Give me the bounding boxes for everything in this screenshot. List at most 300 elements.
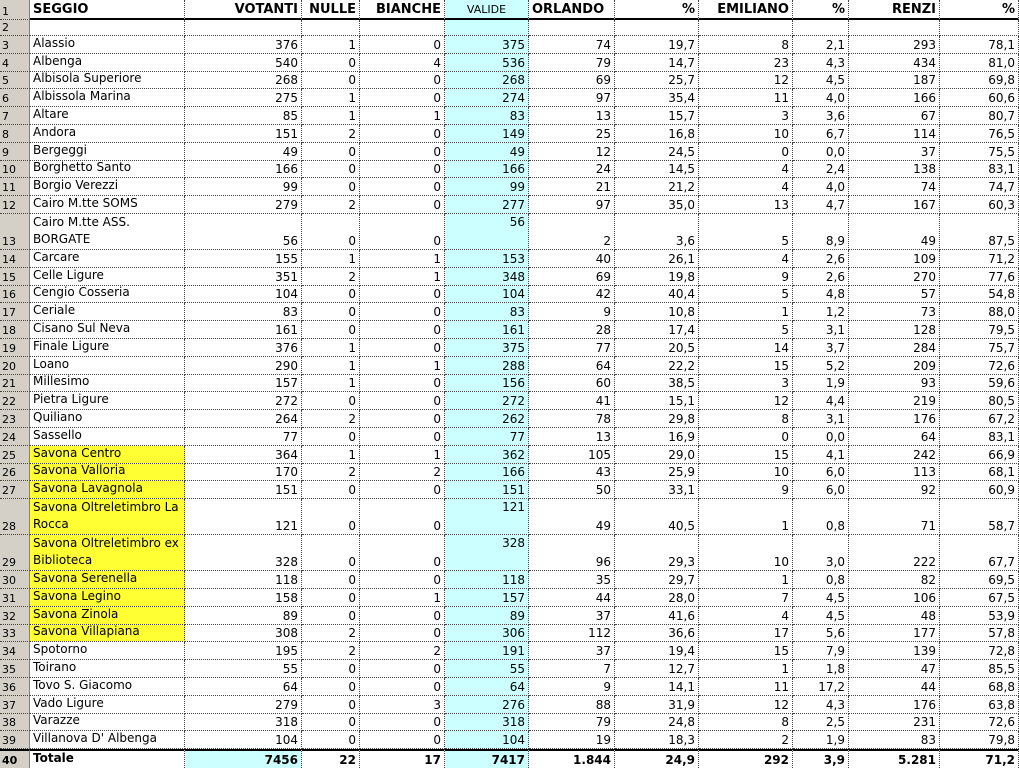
cell-orlando-pct[interactable]: 3,6 bbox=[615, 214, 699, 250]
cell-seggio[interactable]: Tovo S. Giacomo bbox=[30, 678, 185, 696]
cell-votanti[interactable]: 264 bbox=[185, 410, 302, 428]
cell-valide[interactable]: 288 bbox=[445, 357, 529, 375]
cell-renzi-pct[interactable]: 63,8 bbox=[940, 696, 1019, 714]
cell-renzi[interactable]: 270 bbox=[849, 268, 940, 286]
column-header-orlando-pct[interactable]: % bbox=[615, 0, 699, 20]
cell-votanti[interactable]: 268 bbox=[185, 72, 302, 90]
row-number[interactable]: 35 bbox=[0, 660, 30, 678]
cell-bianche[interactable]: 1 bbox=[360, 107, 445, 125]
cell-emiliano-pct[interactable]: 6,7 bbox=[793, 125, 849, 143]
cell-emiliano[interactable]: 1 bbox=[699, 499, 793, 535]
cell-votanti[interactable]: 328 bbox=[185, 535, 302, 571]
cell-bianche[interactable]: 4 bbox=[360, 54, 445, 72]
cell-nulle[interactable]: 0 bbox=[302, 286, 360, 304]
cell-nulle[interactable]: 0 bbox=[302, 392, 360, 410]
cell-emiliano-pct[interactable]: 0,0 bbox=[793, 143, 849, 161]
cell-emiliano[interactable]: 11 bbox=[699, 89, 793, 107]
cell-bianche[interactable]: 0 bbox=[360, 214, 445, 250]
cell-renzi-pct[interactable]: 60,3 bbox=[940, 196, 1019, 214]
cell-seggio[interactable]: Savona Zinola bbox=[30, 607, 185, 625]
cell-orlando-pct[interactable]: 35,4 bbox=[615, 89, 699, 107]
row-number[interactable]: 36 bbox=[0, 678, 30, 696]
cell-votanti[interactable]: 151 bbox=[185, 125, 302, 143]
cell-emiliano-pct[interactable]: 3,7 bbox=[793, 339, 849, 357]
cell-emiliano-pct[interactable]: 4,0 bbox=[793, 89, 849, 107]
cell-valide[interactable]: 83 bbox=[445, 303, 529, 321]
cell-valide[interactable]: 89 bbox=[445, 607, 529, 625]
row-number[interactable]: 39 bbox=[0, 731, 30, 749]
cell-votanti[interactable]: 275 bbox=[185, 89, 302, 107]
cell-valide[interactable]: 276 bbox=[445, 696, 529, 714]
cell-valide[interactable]: 49 bbox=[445, 143, 529, 161]
cell-renzi-pct[interactable]: 80,7 bbox=[940, 107, 1019, 125]
cell-votanti[interactable]: 308 bbox=[185, 625, 302, 643]
cell-nulle[interactable]: 1 bbox=[302, 89, 360, 107]
cell-nulle[interactable]: 0 bbox=[302, 607, 360, 625]
cell-nulle[interactable]: 0 bbox=[302, 678, 360, 696]
cell-orlando[interactable]: 69 bbox=[529, 72, 615, 90]
cell-valide[interactable]: 268 bbox=[445, 72, 529, 90]
empty-cell[interactable] bbox=[699, 20, 793, 36]
column-header-valide[interactable]: VALIDE bbox=[445, 0, 529, 20]
row-number[interactable]: 22 bbox=[0, 392, 30, 410]
cell-orlando-pct[interactable]: 31,9 bbox=[615, 696, 699, 714]
empty-cell[interactable] bbox=[849, 20, 940, 36]
cell-renzi-pct[interactable]: 67,2 bbox=[940, 410, 1019, 428]
cell-emiliano-pct[interactable]: 6,0 bbox=[793, 481, 849, 499]
cell-renzi[interactable]: 49 bbox=[849, 214, 940, 250]
cell-renzi[interactable]: 139 bbox=[849, 642, 940, 660]
cell-emiliano[interactable]: 3 bbox=[699, 375, 793, 393]
cell-bianche[interactable]: 0 bbox=[360, 499, 445, 535]
total-nulle[interactable]: 22 bbox=[302, 749, 360, 768]
cell-orlando[interactable]: 88 bbox=[529, 696, 615, 714]
cell-orlando[interactable]: 9 bbox=[529, 303, 615, 321]
cell-nulle[interactable]: 0 bbox=[302, 161, 360, 179]
cell-valide[interactable]: 166 bbox=[445, 161, 529, 179]
cell-renzi-pct[interactable]: 78,1 bbox=[940, 36, 1019, 54]
cell-valide[interactable]: 56 bbox=[445, 214, 529, 250]
cell-valide[interactable]: 166 bbox=[445, 464, 529, 482]
cell-votanti[interactable]: 290 bbox=[185, 357, 302, 375]
cell-bianche[interactable]: 0 bbox=[360, 161, 445, 179]
cell-emiliano-pct[interactable]: 5,6 bbox=[793, 625, 849, 643]
cell-renzi[interactable]: 83 bbox=[849, 731, 940, 749]
cell-seggio[interactable]: Albissola Marina bbox=[30, 89, 185, 107]
cell-renzi-pct[interactable]: 68,1 bbox=[940, 464, 1019, 482]
cell-emiliano-pct[interactable]: 4,4 bbox=[793, 392, 849, 410]
cell-emiliano-pct[interactable]: 0,8 bbox=[793, 499, 849, 535]
cell-orlando-pct[interactable]: 38,5 bbox=[615, 375, 699, 393]
cell-orlando[interactable]: 24 bbox=[529, 161, 615, 179]
cell-votanti[interactable]: 55 bbox=[185, 660, 302, 678]
column-header-emiliano[interactable]: EMILIANO bbox=[699, 0, 793, 20]
cell-emiliano[interactable]: 14 bbox=[699, 339, 793, 357]
cell-valide[interactable]: 328 bbox=[445, 535, 529, 571]
cell-seggio[interactable]: Bergeggi bbox=[30, 143, 185, 161]
cell-orlando[interactable]: 12 bbox=[529, 143, 615, 161]
cell-valide[interactable]: 375 bbox=[445, 339, 529, 357]
cell-votanti[interactable]: 121 bbox=[185, 499, 302, 535]
cell-emiliano[interactable]: 9 bbox=[699, 481, 793, 499]
empty-cell[interactable] bbox=[940, 20, 1019, 36]
cell-emiliano[interactable]: 15 bbox=[699, 446, 793, 464]
cell-renzi[interactable]: 106 bbox=[849, 589, 940, 607]
cell-orlando[interactable]: 69 bbox=[529, 268, 615, 286]
cell-renzi-pct[interactable]: 66,9 bbox=[940, 446, 1019, 464]
cell-orlando[interactable]: 35 bbox=[529, 571, 615, 589]
cell-renzi[interactable]: 187 bbox=[849, 72, 940, 90]
cell-bianche[interactable]: 0 bbox=[360, 72, 445, 90]
cell-renzi[interactable]: 57 bbox=[849, 286, 940, 304]
cell-renzi[interactable]: 37 bbox=[849, 143, 940, 161]
cell-valide[interactable]: 118 bbox=[445, 571, 529, 589]
cell-renzi[interactable]: 71 bbox=[849, 499, 940, 535]
cell-seggio[interactable]: Savona Oltreletimbro ex Biblioteca bbox=[30, 535, 185, 571]
cell-emiliano[interactable]: 0 bbox=[699, 143, 793, 161]
cell-emiliano[interactable]: 7 bbox=[699, 589, 793, 607]
cell-orlando[interactable]: 25 bbox=[529, 125, 615, 143]
row-number[interactable]: 2 bbox=[0, 20, 30, 36]
cell-renzi-pct[interactable]: 67,5 bbox=[940, 589, 1019, 607]
cell-emiliano[interactable]: 5 bbox=[699, 214, 793, 250]
cell-emiliano[interactable]: 13 bbox=[699, 196, 793, 214]
cell-orlando-pct[interactable]: 33,1 bbox=[615, 481, 699, 499]
cell-nulle[interactable]: 1 bbox=[302, 250, 360, 268]
cell-votanti[interactable]: 166 bbox=[185, 161, 302, 179]
row-number[interactable]: 17 bbox=[0, 303, 30, 321]
cell-nulle[interactable]: 0 bbox=[302, 714, 360, 732]
cell-orlando-pct[interactable]: 14,5 bbox=[615, 161, 699, 179]
cell-orlando-pct[interactable]: 12,7 bbox=[615, 660, 699, 678]
row-number[interactable]: 18 bbox=[0, 321, 30, 339]
cell-renzi[interactable]: 73 bbox=[849, 303, 940, 321]
cell-orlando-pct[interactable]: 16,8 bbox=[615, 125, 699, 143]
cell-emiliano-pct[interactable]: 1,8 bbox=[793, 660, 849, 678]
cell-seggio[interactable]: Villanova D' Albenga bbox=[30, 731, 185, 749]
cell-bianche[interactable]: 0 bbox=[360, 143, 445, 161]
cell-valide[interactable]: 99 bbox=[445, 178, 529, 196]
cell-votanti[interactable]: 104 bbox=[185, 731, 302, 749]
cell-nulle[interactable]: 1 bbox=[302, 357, 360, 375]
total-emiliano[interactable]: 292 bbox=[699, 749, 793, 768]
empty-cell[interactable] bbox=[615, 20, 699, 36]
cell-renzi-pct[interactable]: 74,7 bbox=[940, 178, 1019, 196]
cell-orlando[interactable]: 112 bbox=[529, 625, 615, 643]
cell-bianche[interactable]: 0 bbox=[360, 303, 445, 321]
cell-valide[interactable]: 318 bbox=[445, 714, 529, 732]
cell-emiliano-pct[interactable]: 3,1 bbox=[793, 321, 849, 339]
cell-emiliano[interactable]: 4 bbox=[699, 250, 793, 268]
column-header-bianche[interactable]: BIANCHE bbox=[360, 0, 445, 20]
cell-bianche[interactable]: 0 bbox=[360, 660, 445, 678]
cell-orlando-pct[interactable]: 36,6 bbox=[615, 625, 699, 643]
cell-valide[interactable]: 104 bbox=[445, 731, 529, 749]
cell-bianche[interactable]: 3 bbox=[360, 696, 445, 714]
cell-nulle[interactable]: 0 bbox=[302, 321, 360, 339]
cell-bianche[interactable]: 0 bbox=[360, 481, 445, 499]
cell-bianche[interactable]: 0 bbox=[360, 375, 445, 393]
cell-bianche[interactable]: 2 bbox=[360, 464, 445, 482]
cell-emiliano-pct[interactable]: 1,9 bbox=[793, 731, 849, 749]
cell-bianche[interactable]: 0 bbox=[360, 392, 445, 410]
cell-orlando[interactable]: 77 bbox=[529, 339, 615, 357]
cell-orlando[interactable]: 105 bbox=[529, 446, 615, 464]
cell-renzi[interactable]: 219 bbox=[849, 392, 940, 410]
cell-orlando-pct[interactable]: 16,9 bbox=[615, 428, 699, 446]
cell-votanti[interactable]: 151 bbox=[185, 481, 302, 499]
cell-renzi[interactable]: 47 bbox=[849, 660, 940, 678]
cell-votanti[interactable]: 64 bbox=[185, 678, 302, 696]
cell-votanti[interactable]: 49 bbox=[185, 143, 302, 161]
cell-emiliano[interactable]: 8 bbox=[699, 714, 793, 732]
cell-orlando-pct[interactable]: 10,8 bbox=[615, 303, 699, 321]
cell-emiliano[interactable]: 3 bbox=[699, 107, 793, 125]
cell-emiliano[interactable]: 8 bbox=[699, 36, 793, 54]
cell-nulle[interactable]: 0 bbox=[302, 428, 360, 446]
row-number[interactable]: 11 bbox=[0, 178, 30, 196]
cell-renzi-pct[interactable]: 88,0 bbox=[940, 303, 1019, 321]
row-number[interactable]: 4 bbox=[0, 54, 30, 72]
cell-emiliano[interactable]: 15 bbox=[699, 357, 793, 375]
cell-renzi-pct[interactable]: 72,8 bbox=[940, 642, 1019, 660]
cell-bianche[interactable]: 0 bbox=[360, 625, 445, 643]
cell-renzi[interactable]: 74 bbox=[849, 178, 940, 196]
cell-bianche[interactable]: 0 bbox=[360, 535, 445, 571]
cell-orlando[interactable]: 97 bbox=[529, 196, 615, 214]
cell-seggio[interactable]: Celle Ligure bbox=[30, 268, 185, 286]
column-header-emiliano-pct[interactable]: % bbox=[793, 0, 849, 20]
cell-renzi[interactable]: 242 bbox=[849, 446, 940, 464]
total-orlando[interactable]: 1.844 bbox=[529, 749, 615, 768]
cell-orlando-pct[interactable]: 24,8 bbox=[615, 714, 699, 732]
cell-orlando[interactable]: 79 bbox=[529, 714, 615, 732]
cell-renzi-pct[interactable]: 54,8 bbox=[940, 286, 1019, 304]
total-seggio[interactable]: Totale bbox=[30, 749, 185, 768]
cell-votanti[interactable]: 83 bbox=[185, 303, 302, 321]
row-number[interactable]: 40 bbox=[0, 749, 30, 768]
cell-renzi[interactable]: 109 bbox=[849, 250, 940, 268]
empty-cell[interactable] bbox=[445, 20, 529, 36]
cell-votanti[interactable]: 195 bbox=[185, 642, 302, 660]
cell-seggio[interactable]: Cisano Sul Neva bbox=[30, 321, 185, 339]
cell-emiliano[interactable]: 1 bbox=[699, 303, 793, 321]
cell-emiliano-pct[interactable]: 4,5 bbox=[793, 589, 849, 607]
cell-valide[interactable]: 348 bbox=[445, 268, 529, 286]
cell-votanti[interactable]: 99 bbox=[185, 178, 302, 196]
column-header-votanti[interactable]: VOTANTI bbox=[185, 0, 302, 20]
cell-emiliano-pct[interactable]: 3,0 bbox=[793, 535, 849, 571]
cell-emiliano-pct[interactable]: 3,1 bbox=[793, 410, 849, 428]
cell-bianche[interactable]: 0 bbox=[360, 410, 445, 428]
row-number[interactable]: 16 bbox=[0, 286, 30, 304]
row-number[interactable]: 20 bbox=[0, 357, 30, 375]
cell-orlando[interactable]: 43 bbox=[529, 464, 615, 482]
row-number[interactable]: 27 bbox=[0, 481, 30, 499]
cell-bianche[interactable]: 1 bbox=[360, 357, 445, 375]
cell-orlando-pct[interactable]: 29,8 bbox=[615, 410, 699, 428]
cell-orlando-pct[interactable]: 25,9 bbox=[615, 464, 699, 482]
cell-valide[interactable]: 83 bbox=[445, 107, 529, 125]
cell-bianche[interactable]: 0 bbox=[360, 286, 445, 304]
cell-orlando[interactable]: 21 bbox=[529, 178, 615, 196]
cell-nulle[interactable]: 2 bbox=[302, 642, 360, 660]
cell-nulle[interactable]: 2 bbox=[302, 268, 360, 286]
cell-votanti[interactable]: 376 bbox=[185, 339, 302, 357]
cell-orlando-pct[interactable]: 29,7 bbox=[615, 571, 699, 589]
cell-valide[interactable]: 306 bbox=[445, 625, 529, 643]
cell-bianche[interactable]: 1 bbox=[360, 446, 445, 464]
cell-bianche[interactable]: 0 bbox=[360, 731, 445, 749]
cell-renzi-pct[interactable]: 76,5 bbox=[940, 125, 1019, 143]
cell-seggio[interactable]: Savona Centro bbox=[30, 446, 185, 464]
cell-renzi-pct[interactable]: 69,5 bbox=[940, 571, 1019, 589]
cell-orlando-pct[interactable]: 21,2 bbox=[615, 178, 699, 196]
cell-nulle[interactable]: 1 bbox=[302, 339, 360, 357]
cell-orlando[interactable]: 49 bbox=[529, 499, 615, 535]
cell-renzi-pct[interactable]: 85,5 bbox=[940, 660, 1019, 678]
cell-seggio[interactable]: Savona Legino bbox=[30, 589, 185, 607]
cell-nulle[interactable]: 0 bbox=[302, 499, 360, 535]
cell-renzi[interactable]: 222 bbox=[849, 535, 940, 571]
cell-emiliano-pct[interactable]: 4,5 bbox=[793, 72, 849, 90]
row-number[interactable]: 14 bbox=[0, 250, 30, 268]
cell-seggio[interactable]: Savona Valloria bbox=[30, 464, 185, 482]
cell-renzi-pct[interactable]: 79,8 bbox=[940, 731, 1019, 749]
cell-renzi[interactable]: 177 bbox=[849, 625, 940, 643]
cell-emiliano-pct[interactable]: 2,4 bbox=[793, 161, 849, 179]
cell-nulle[interactable]: 2 bbox=[302, 625, 360, 643]
cell-orlando-pct[interactable]: 40,4 bbox=[615, 286, 699, 304]
cell-emiliano-pct[interactable]: 8,9 bbox=[793, 214, 849, 250]
cell-seggio[interactable]: Albisola Superiore bbox=[30, 72, 185, 90]
column-header-renzi[interactable]: RENZI bbox=[849, 0, 940, 20]
cell-renzi-pct[interactable]: 75,7 bbox=[940, 339, 1019, 357]
total-renzi[interactable]: 5.281 bbox=[849, 749, 940, 768]
cell-votanti[interactable]: 279 bbox=[185, 696, 302, 714]
cell-orlando-pct[interactable]: 14,1 bbox=[615, 678, 699, 696]
cell-seggio[interactable]: Carcare bbox=[30, 250, 185, 268]
cell-valide[interactable]: 536 bbox=[445, 54, 529, 72]
cell-renzi-pct[interactable]: 87,5 bbox=[940, 214, 1019, 250]
empty-cell[interactable] bbox=[302, 20, 360, 36]
cell-seggio[interactable]: Quiliano bbox=[30, 410, 185, 428]
row-number[interactable]: 24 bbox=[0, 428, 30, 446]
cell-votanti[interactable]: 85 bbox=[185, 107, 302, 125]
cell-bianche[interactable]: 0 bbox=[360, 196, 445, 214]
cell-nulle[interactable]: 0 bbox=[302, 143, 360, 161]
cell-renzi[interactable]: 44 bbox=[849, 678, 940, 696]
cell-renzi[interactable]: 293 bbox=[849, 36, 940, 54]
empty-cell[interactable] bbox=[793, 20, 849, 36]
cell-seggio[interactable]: Sassello bbox=[30, 428, 185, 446]
cell-orlando[interactable]: 9 bbox=[529, 678, 615, 696]
cell-renzi[interactable]: 166 bbox=[849, 89, 940, 107]
cell-orlando-pct[interactable]: 14,7 bbox=[615, 54, 699, 72]
cell-renzi[interactable]: 64 bbox=[849, 428, 940, 446]
row-number[interactable]: 23 bbox=[0, 410, 30, 428]
cell-orlando[interactable]: 96 bbox=[529, 535, 615, 571]
cell-seggio[interactable]: Cairo M.tte SOMS bbox=[30, 196, 185, 214]
cell-renzi-pct[interactable]: 58,7 bbox=[940, 499, 1019, 535]
cell-emiliano[interactable]: 12 bbox=[699, 696, 793, 714]
cell-renzi-pct[interactable]: 60,6 bbox=[940, 89, 1019, 107]
cell-orlando-pct[interactable]: 40,5 bbox=[615, 499, 699, 535]
cell-orlando-pct[interactable]: 25,7 bbox=[615, 72, 699, 90]
empty-cell[interactable] bbox=[30, 20, 185, 36]
cell-emiliano-pct[interactable]: 4,8 bbox=[793, 286, 849, 304]
cell-renzi-pct[interactable]: 80,5 bbox=[940, 392, 1019, 410]
cell-emiliano[interactable]: 4 bbox=[699, 607, 793, 625]
cell-valide[interactable]: 277 bbox=[445, 196, 529, 214]
cell-bianche[interactable]: 0 bbox=[360, 678, 445, 696]
cell-renzi[interactable]: 48 bbox=[849, 607, 940, 625]
cell-orlando[interactable]: 13 bbox=[529, 428, 615, 446]
row-number[interactable]: 31 bbox=[0, 589, 30, 607]
cell-renzi-pct[interactable]: 83,1 bbox=[940, 428, 1019, 446]
cell-orlando[interactable]: 44 bbox=[529, 589, 615, 607]
cell-emiliano-pct[interactable]: 1,2 bbox=[793, 303, 849, 321]
cell-emiliano[interactable]: 10 bbox=[699, 125, 793, 143]
cell-renzi[interactable]: 93 bbox=[849, 375, 940, 393]
cell-orlando-pct[interactable]: 28,0 bbox=[615, 589, 699, 607]
cell-seggio[interactable]: Borgio Verezzi bbox=[30, 178, 185, 196]
cell-seggio[interactable]: Borghetto Santo bbox=[30, 161, 185, 179]
cell-nulle[interactable]: 0 bbox=[302, 731, 360, 749]
cell-valide[interactable]: 151 bbox=[445, 481, 529, 499]
cell-renzi-pct[interactable]: 68,8 bbox=[940, 678, 1019, 696]
cell-orlando-pct[interactable]: 15,1 bbox=[615, 392, 699, 410]
row-number[interactable]: 6 bbox=[0, 89, 30, 107]
cell-nulle[interactable]: 1 bbox=[302, 446, 360, 464]
column-header-renzi-pct[interactable]: % bbox=[940, 0, 1019, 20]
cell-renzi-pct[interactable]: 71,2 bbox=[940, 250, 1019, 268]
cell-valide[interactable]: 362 bbox=[445, 446, 529, 464]
row-number[interactable]: 3 bbox=[0, 36, 30, 54]
cell-emiliano-pct[interactable]: 0,8 bbox=[793, 571, 849, 589]
cell-orlando[interactable]: 60 bbox=[529, 375, 615, 393]
cell-renzi[interactable]: 67 bbox=[849, 107, 940, 125]
cell-valide[interactable]: 156 bbox=[445, 375, 529, 393]
cell-emiliano[interactable]: 1 bbox=[699, 660, 793, 678]
cell-bianche[interactable]: 0 bbox=[360, 36, 445, 54]
cell-orlando-pct[interactable]: 29,3 bbox=[615, 535, 699, 571]
cell-votanti[interactable]: 158 bbox=[185, 589, 302, 607]
cell-renzi-pct[interactable]: 79,5 bbox=[940, 321, 1019, 339]
cell-renzi-pct[interactable]: 59,6 bbox=[940, 375, 1019, 393]
cell-orlando[interactable]: 19 bbox=[529, 731, 615, 749]
cell-renzi[interactable]: 434 bbox=[849, 54, 940, 72]
cell-emiliano[interactable]: 10 bbox=[699, 464, 793, 482]
cell-valide[interactable]: 55 bbox=[445, 660, 529, 678]
cell-renzi-pct[interactable]: 53,9 bbox=[940, 607, 1019, 625]
row-number[interactable]: 12 bbox=[0, 196, 30, 214]
cell-orlando-pct[interactable]: 15,7 bbox=[615, 107, 699, 125]
cell-emiliano[interactable]: 10 bbox=[699, 535, 793, 571]
cell-nulle[interactable]: 0 bbox=[302, 571, 360, 589]
row-number[interactable]: 28 bbox=[0, 499, 30, 535]
cell-nulle[interactable]: 0 bbox=[302, 178, 360, 196]
cell-orlando[interactable]: 37 bbox=[529, 607, 615, 625]
cell-orlando[interactable]: 74 bbox=[529, 36, 615, 54]
cell-bianche[interactable]: 0 bbox=[360, 125, 445, 143]
cell-bianche[interactable]: 1 bbox=[360, 268, 445, 286]
cell-emiliano-pct[interactable]: 4,7 bbox=[793, 196, 849, 214]
column-header-nulle[interactable]: NULLE bbox=[302, 0, 360, 20]
cell-emiliano[interactable]: 8 bbox=[699, 410, 793, 428]
cell-renzi[interactable]: 176 bbox=[849, 696, 940, 714]
row-number[interactable]: 34 bbox=[0, 642, 30, 660]
